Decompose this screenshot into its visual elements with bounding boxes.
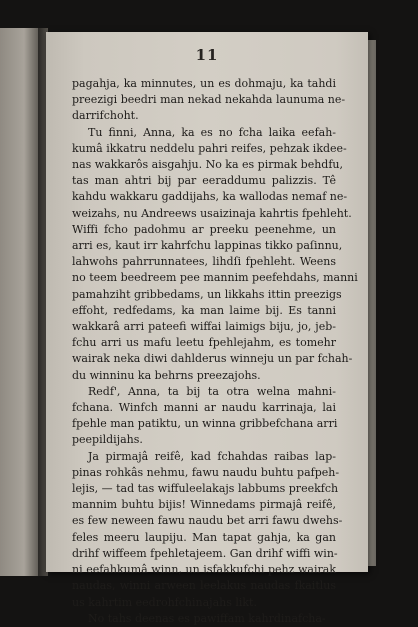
- text-line: feles meeru laupiju. Man tapat gahja, ka gan: [72, 530, 336, 544]
- text-line: fchu arri us mafu leetu fpehlejahm, es tomehr: [72, 336, 336, 350]
- text-line: Wiffi fcho padohmu ar preeku peenehme, un: [72, 222, 336, 236]
- text-line: ni eefahkumâ winn, un isfakkufchi pehz wairak: [72, 563, 336, 577]
- text-line: lahwohs pahrrunnatees, lihdſi fpehleht. Weens: [72, 255, 336, 269]
- text-line: preezigi beedri man nekad nekahda launuma ne-: [72, 93, 346, 107]
- paragraph: [72, 125, 358, 384]
- text-line: wakkarâ arri pateefi wiffai laimigs biju, jo, jeb-: [72, 320, 336, 334]
- book-cover-left-edge: [0, 28, 40, 576]
- text-line: effoht, redfedams, ka man laime bij. Es tanni: [72, 303, 336, 317]
- book-page: [46, 32, 368, 625]
- text-line: Redf', Anna, ta bij ta otra welna mahni-: [88, 384, 336, 398]
- text-line: mannim buhtu bijis! Winnedams pirmajâ reifê,: [72, 498, 336, 512]
- text-line: pagahja, ka minnutes, un es dohmaju, ka tahdi: [72, 77, 336, 90]
- text-line: du winninu ka behrns preezajohs.: [72, 368, 261, 382]
- page-number: 11: [195, 46, 219, 64]
- text-line: no teem beedreem pee mannim peefehdahs, manni: [72, 271, 358, 285]
- text-line: kahdu wakkaru gaddijahs, ka wallodas nemaf ne-: [72, 190, 348, 204]
- text-line: tas man ahtri bij par eeraddumu palizzis. Tê: [72, 174, 336, 188]
- text-line: kumâ ikkatru neddelu pahri reifes, pehzak ikdee-: [72, 141, 347, 155]
- text-line: Tu finni, Anna, ka es no fcha laika eefah-: [88, 125, 336, 139]
- text-line: wairak neka diwi dahlderus winneju un par fchah-: [72, 352, 353, 366]
- page-body-text: [72, 76, 358, 627]
- text-line: fpehle man patiktu, un winna gribbefchana arri: [72, 417, 338, 431]
- page-stack-edge: [368, 40, 376, 566]
- text-line: No tahs deenas es pawiffam kahrdinafcha-: [88, 611, 326, 625]
- paragraph: [72, 76, 346, 125]
- paragraph: [72, 449, 343, 611]
- text-line: pamahziht gribbedams, un likkahs ittin preezigs: [72, 287, 342, 301]
- text-line: us kahrtim eedrohfchinajahs likt.: [72, 595, 257, 609]
- text-line: es few neween fawu naudu bet arri fawu dwehs-: [72, 514, 343, 528]
- paragraph: [72, 384, 336, 449]
- text-line: naudas, winni arween leelakus naudas fkaitlus: [72, 579, 336, 593]
- text-line: arri es, kaut irr kahrfchu lappinas tikko paſinnu,: [72, 239, 343, 253]
- text-line: darrifchoht.: [72, 109, 139, 123]
- text-line: pinas rohkâs nehmu, fawu naudu buhtu pafpeh-: [72, 465, 340, 479]
- text-line: lejis, — tad tas wiffuleelakajs labbums preekfch: [72, 482, 339, 496]
- text-line: fchana. Winfch manni ar naudu karrinaja, lai: [72, 401, 336, 415]
- paragraph: [72, 611, 336, 627]
- text-line: weizahs, nu Andreews usaizinaja kahrtis fpehleht.: [72, 206, 352, 220]
- text-line: Ja pirmajâ reifê, kad fchahdas raibas lap-: [88, 449, 336, 463]
- text-line: drihf wiffeem fpehletajeem. Gan drihf wiffi win-: [72, 546, 338, 560]
- text-line: peepildijahs.: [72, 433, 143, 447]
- text-line: nas wakkarôs aisgahju. No ka es pirmak behdfu,: [72, 158, 343, 172]
